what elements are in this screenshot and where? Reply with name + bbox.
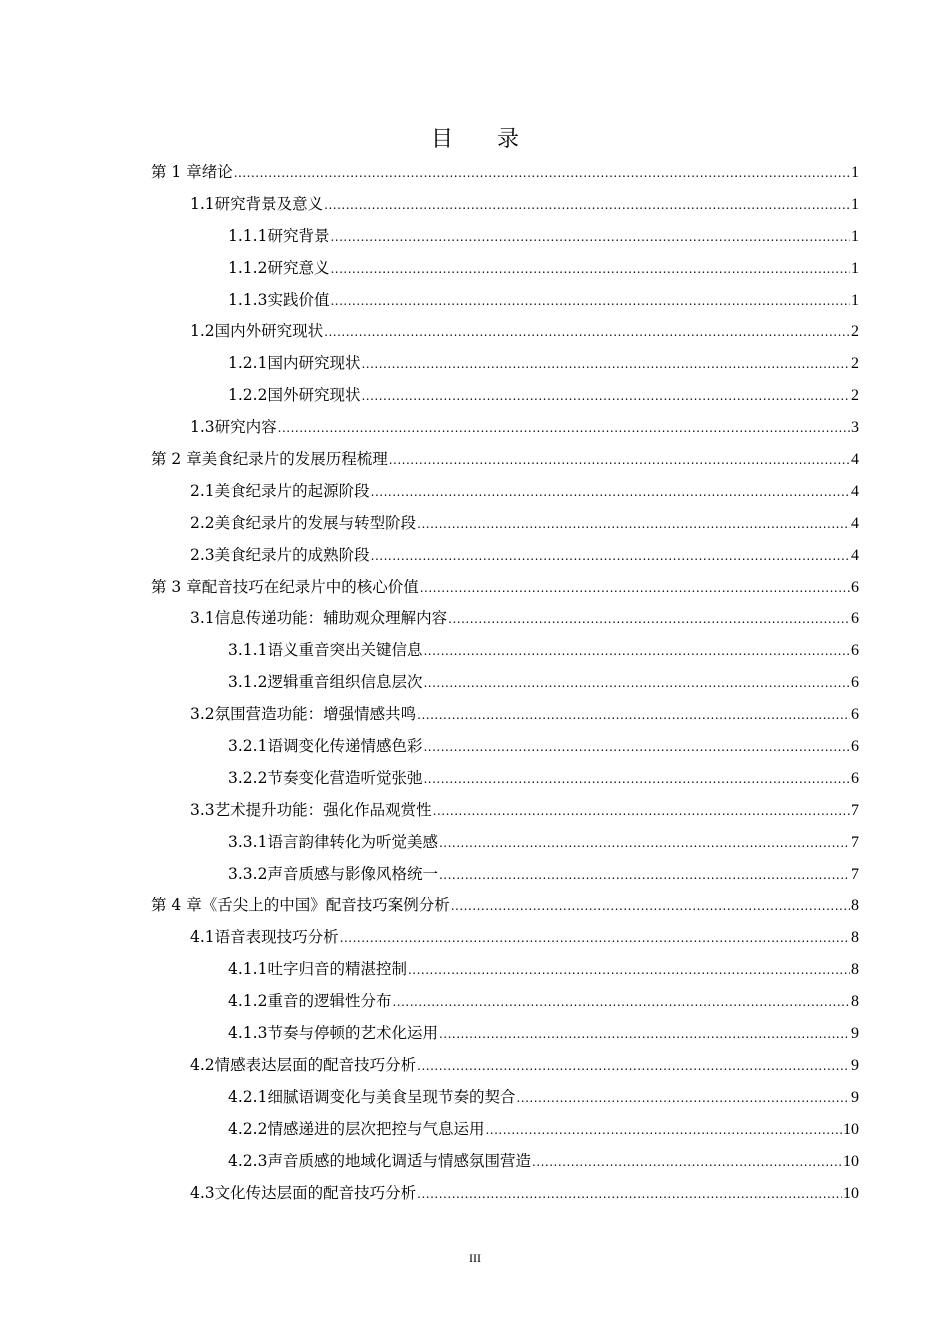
toc-dot-leader <box>361 381 850 413</box>
toc-entry[interactable] <box>151 1018 859 1050</box>
toc-entry-page: 4 <box>851 482 859 500</box>
toc-entry-page: 9 <box>851 1025 859 1043</box>
toc-entry-page: 2 <box>851 355 859 373</box>
toc-entry[interactable] <box>151 1178 859 1210</box>
toc-dot-leader <box>330 286 850 318</box>
toc-entry-label: 声音质感与影像风格统一 <box>267 864 438 883</box>
toc-entry-number: 4.1 <box>190 928 215 947</box>
toc-dot-leader <box>392 987 850 1019</box>
toc-dot-leader <box>417 1179 842 1211</box>
toc-entry-label: 实践价值 <box>267 290 330 309</box>
toc-entry-page: 8 <box>851 929 859 947</box>
toc-entry-number: 第 2 章 <box>151 450 202 469</box>
toc-dot-leader <box>532 1147 842 1179</box>
toc-entry-label: 语义重音突出关键信息 <box>267 641 423 660</box>
toc-entry-number: 1.1.2 <box>228 258 268 277</box>
toc-entry[interactable] <box>151 412 859 444</box>
toc-entry-label: 美食纪录片的发展历程梳理 <box>201 450 388 469</box>
toc-entry-page: 6 <box>851 769 859 787</box>
toc-entry-label: 氛围营造功能：增强情感共鸣 <box>214 705 417 724</box>
toc-entry[interactable] <box>151 635 859 667</box>
toc-entry[interactable] <box>151 954 859 986</box>
toc-entry[interactable] <box>151 380 859 412</box>
toc-entry[interactable] <box>151 189 859 221</box>
toc-dot-leader <box>516 1083 850 1115</box>
toc-entry-page: 2 <box>851 323 859 341</box>
toc-entry[interactable] <box>151 1146 859 1178</box>
toc-entry-page: 6 <box>851 610 859 628</box>
toc-entry-label: 细腻语调变化与美食呈现节奏的契合 <box>267 1087 516 1106</box>
toc-entry-page: 8 <box>851 897 859 915</box>
toc-entry[interactable] <box>151 540 859 572</box>
toc-entry-page: 7 <box>851 833 859 851</box>
toc-entry-label: 逻辑重音组织信息层次 <box>267 673 423 692</box>
toc-entry[interactable] <box>151 572 859 604</box>
toc-entry-page: 1 <box>851 291 859 309</box>
toc-entry-page: 3 <box>851 419 859 437</box>
page-number: III <box>469 1251 481 1265</box>
toc-dot-leader <box>324 190 850 222</box>
toc-entry-page: 6 <box>851 642 859 660</box>
toc-dot-leader <box>408 955 850 987</box>
toc-entry-number: 4.2.3 <box>228 1151 268 1170</box>
toc-entry-label: 国内外研究现状 <box>214 322 324 341</box>
toc-entry-label: 配音技巧在纪录片中的核心价值 <box>201 577 419 596</box>
toc-entry-number: 4.2 <box>190 1055 215 1074</box>
toc-entry-number: 4.1.3 <box>228 1024 268 1043</box>
toc-entry-number: 4.2.2 <box>228 1119 268 1138</box>
toc-entry-number: 第 1 章 <box>151 163 202 181</box>
toc-dot-leader <box>340 923 850 955</box>
toc-entry-number: 4.1.2 <box>228 992 268 1011</box>
toc-entry-number: 3.1 <box>190 609 215 628</box>
toc-dot-leader <box>361 349 850 381</box>
toc-entry[interactable] <box>151 157 859 189</box>
toc-entry-page: 1 <box>851 195 859 213</box>
toc-entry-page: 2 <box>851 387 859 405</box>
toc-dot-leader <box>439 1019 850 1051</box>
toc-entry[interactable] <box>151 827 859 859</box>
toc-entry[interactable] <box>151 221 859 253</box>
toc-entry-number: 1.1.1 <box>228 226 268 245</box>
toc-entry-number: 4.2.1 <box>228 1087 268 1106</box>
toc-entry-page: 4 <box>851 451 859 469</box>
toc-dot-leader <box>330 222 850 254</box>
toc-entry[interactable] <box>151 444 859 476</box>
toc-dot-leader <box>423 668 850 700</box>
toc-entry-label: 研究意义 <box>267 258 330 277</box>
toc-entry-label: 美食纪录片的成熟阶段 <box>214 545 370 564</box>
toc-dot-leader <box>278 413 850 445</box>
toc-dot-leader <box>439 860 850 892</box>
toc-dot-leader <box>234 158 850 190</box>
toc-entry-label: 《舌尖上的中国》配音技巧案例分析 <box>201 896 450 915</box>
toc-entry-number: 2.2 <box>190 513 215 532</box>
toc-entry-page: 6 <box>851 578 859 596</box>
toc-entry-number: 1.1 <box>190 194 215 213</box>
toc-entry-label: 艺术提升功能：强化作品观赏性 <box>214 800 432 819</box>
toc-entry-number: 3.1.1 <box>228 641 268 660</box>
toc-entry[interactable] <box>151 476 859 508</box>
toc-dot-leader <box>330 254 850 286</box>
toc-entry-label: 信息传递功能：辅助观众理解内容 <box>214 609 448 628</box>
toc-entry-label: 研究背景 <box>267 226 330 245</box>
toc-entry[interactable] <box>151 508 859 540</box>
toc-entry-number: 第 4 章 <box>151 896 202 915</box>
table-of-contents <box>151 157 859 1209</box>
toc-entry-number: 3.3.1 <box>228 832 268 851</box>
toc-dot-leader <box>485 1115 842 1147</box>
toc-dot-leader <box>439 828 850 860</box>
toc-entry-page: 6 <box>851 674 859 692</box>
toc-entry-page: 1 <box>851 259 859 277</box>
toc-entry-number: 4.1.1 <box>228 960 268 979</box>
toc-entry-label: 语言韵律转化为听觉美感 <box>267 832 438 851</box>
toc-dot-leader <box>417 1051 850 1083</box>
toc-entry-page: 6 <box>851 738 859 756</box>
toc-dot-leader <box>371 477 850 509</box>
toc-entry[interactable] <box>151 859 859 891</box>
toc-entry-number: 3.2.2 <box>228 768 268 787</box>
toc-entry[interactable] <box>151 763 859 795</box>
toc-dot-leader <box>389 445 850 477</box>
toc-dot-leader <box>423 636 850 668</box>
toc-entry-page: 10 <box>843 1152 859 1170</box>
toc-entry-page: 1 <box>851 227 859 245</box>
toc-entry-number: 4.3 <box>190 1183 215 1202</box>
toc-entry-number: 1.2.2 <box>228 386 268 405</box>
toc-entry-number: 1.2 <box>190 322 215 341</box>
toc-dot-leader <box>423 732 850 764</box>
toc-entry-label: 国外研究现状 <box>267 386 361 405</box>
toc-entry-number: 1.2.1 <box>228 354 268 373</box>
toc-entry-label: 文化传达层面的配音技巧分析 <box>214 1183 417 1202</box>
toc-entry[interactable] <box>151 667 859 699</box>
toc-entry-label: 语音表现技巧分析 <box>214 928 339 947</box>
toc-dot-leader <box>433 796 850 828</box>
toc-entry-page: 4 <box>851 546 859 564</box>
toc-entry[interactable] <box>151 1050 859 1082</box>
toc-entry-page: 7 <box>851 865 859 883</box>
toc-entry-page: 10 <box>843 1120 859 1138</box>
toc-entry-page: 4 <box>851 514 859 532</box>
toc-entry-label: 美食纪录片的发展与转型阶段 <box>214 513 417 532</box>
page-title <box>0 124 950 156</box>
toc-entry-label: 吐字归音的精湛控制 <box>267 960 407 979</box>
toc-entry-label: 重音的逻辑性分布 <box>267 992 392 1011</box>
toc-dot-leader <box>324 317 850 349</box>
toc-entry-page: 6 <box>851 706 859 724</box>
toc-entry-label: 国内研究现状 <box>267 354 361 373</box>
toc-entry[interactable] <box>151 316 859 348</box>
toc-entry-page: 9 <box>851 1056 859 1074</box>
toc-entry-number: 1.3 <box>190 418 215 437</box>
toc-entry-page: 1 <box>851 164 859 181</box>
toc-entry[interactable] <box>151 731 859 763</box>
toc-entry-label: 节奏变化营造听觉张弛 <box>267 768 423 787</box>
title-char-right: 录 <box>497 127 520 152</box>
toc-entry-page: 8 <box>851 961 859 979</box>
toc-entry-number: 1.1.3 <box>228 290 268 309</box>
toc-entry[interactable] <box>151 603 859 635</box>
toc-entry[interactable] <box>151 986 859 1018</box>
toc-entry[interactable] <box>151 285 859 317</box>
toc-entry-number: 3.2 <box>190 705 215 724</box>
toc-entry[interactable] <box>151 890 859 922</box>
toc-entry-number: 3.1.2 <box>228 673 268 692</box>
toc-entry-label: 研究背景及意义 <box>214 194 324 213</box>
toc-entry-page: 9 <box>851 1088 859 1106</box>
toc-entry[interactable] <box>151 922 859 954</box>
toc-entry[interactable] <box>151 795 859 827</box>
toc-entry-label: 情感递进的层次把控与气息运用 <box>267 1119 485 1138</box>
toc-dot-leader <box>448 604 850 636</box>
toc-entry-page: 8 <box>851 993 859 1011</box>
title-char-left: 目 <box>430 127 453 152</box>
toc-entry-number: 2.1 <box>190 481 215 500</box>
toc-entry-number: 2.3 <box>190 545 215 564</box>
toc-entry-number: 3.3.2 <box>228 864 268 883</box>
toc-dot-leader <box>420 573 850 605</box>
toc-entry[interactable] <box>151 699 859 731</box>
toc-entry-page: 10 <box>843 1184 859 1202</box>
toc-entry-number: 3.3 <box>190 800 215 819</box>
toc-entry[interactable] <box>151 1082 859 1114</box>
toc-entry-label: 节奏与停顿的艺术化运用 <box>267 1024 438 1043</box>
toc-dot-leader <box>423 764 850 796</box>
toc-dot-leader <box>451 891 850 923</box>
toc-entry-page: 7 <box>851 801 859 819</box>
toc-dot-leader <box>371 541 850 573</box>
toc-entry-label: 研究内容 <box>214 418 277 437</box>
toc-entry-label: 声音质感的地域化调适与情感氛围营造 <box>267 1151 531 1170</box>
toc-entry-label: 情感表达层面的配音技巧分析 <box>214 1055 417 1074</box>
toc-entry[interactable] <box>151 348 859 380</box>
toc-entry-label: 绪论 <box>201 163 233 181</box>
toc-entry-number: 3.2.1 <box>228 737 268 756</box>
toc-dot-leader <box>417 509 850 541</box>
toc-entry-label: 美食纪录片的起源阶段 <box>214 481 370 500</box>
toc-entry-label: 语调变化传递情感色彩 <box>267 737 423 756</box>
toc-dot-leader <box>417 700 850 732</box>
toc-entry[interactable] <box>151 253 859 285</box>
toc-entry[interactable] <box>151 1114 859 1146</box>
toc-entry-number: 第 3 章 <box>151 577 202 596</box>
